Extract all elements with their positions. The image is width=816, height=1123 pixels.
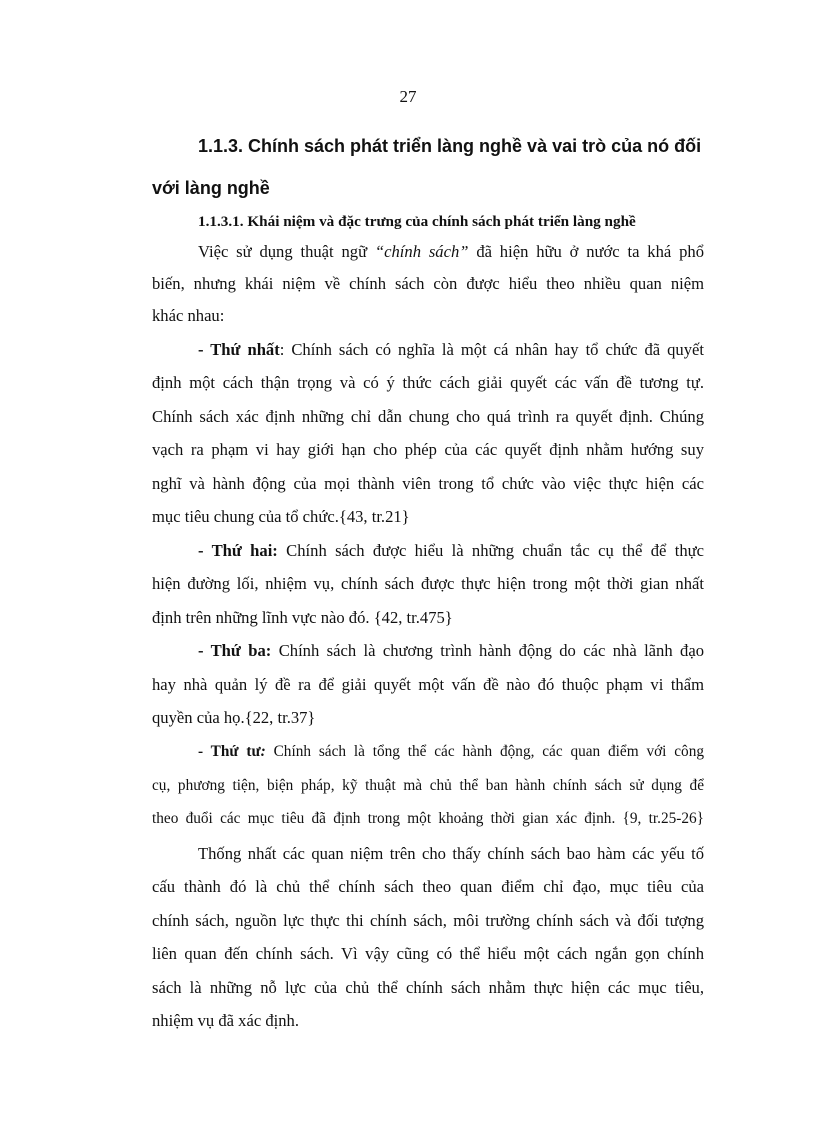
section-heading-line-1: 1.1.3. Chính sách phát triển làng nghề và vai trò của nó đối: [198, 136, 702, 156]
subsection-heading: 1.1.3.1. Khái niệm và đặc trưng của chính sách phát triển làng nghề: [198, 213, 636, 230]
page-number: 27: [399, 87, 417, 106]
section-heading-line-2: với làng nghề: [152, 178, 270, 198]
p2-line-1: - Thứ hai: Chính sách được hiểu là những chuẩn tắc cụ thể để thực: [198, 541, 704, 560]
p5-line-1: Thống nhất các quan niệm trên cho thấy chính sách bao hàm các yếu tố: [198, 844, 704, 863]
p1-line-1: - Thứ nhất: Chính sách có nghĩa là một cá nhân hay tổ chức đã quyết: [198, 340, 705, 359]
p3-line-3: quyền của họ.{22, tr.37}: [152, 708, 316, 727]
p1-line-5: nghĩ và hành động của mọi thành viên trong tổ chức vào việc thực hiện các: [152, 474, 704, 493]
term-chinh-sach: “chính sách”: [374, 242, 469, 261]
p5-line-3: chính sách, nguồn lực thực thi chính sách, môi trường chính sách và đối tượng: [152, 911, 704, 930]
p1-label: - Thứ nhất: [198, 340, 280, 359]
p1-line-4: vạch ra phạm vi hay giới hạn cho phép của các quyết định nhằm hướng suy: [152, 440, 704, 459]
p1-line-3: Chính sách xác định những chỉ dẫn chung cho quá trình ra quyết định. Chúng: [152, 407, 704, 426]
intro-line-1: Việc sử dụng thuật ngữ “chính sách” đã hiện hữu ở nước ta khá phổ: [198, 242, 704, 261]
p5-line-4: liên quan đến chính sách. Vì vậy cũng có thể hiểu một cách ngắn gọn chính: [152, 944, 704, 963]
p2-label: - Thứ hai:: [198, 541, 278, 560]
p5-line-2: cấu thành đó là chủ thể chính sách theo quan điểm chỉ đạo, mục tiêu của: [152, 877, 704, 896]
p4-line-3: theo đuổi các mục tiêu đã định trong một khoảng thời gian xác định. {9, tr.25-26}: [152, 810, 704, 827]
p4-line-2: cụ, phương tiện, biện pháp, kỹ thuật mà chủ thể ban hành chính sách sử dụng để: [152, 777, 704, 794]
p5-line-5: sách là những nỗ lực của chủ thể chính sách nhằm thực hiện các mục tiêu,: [152, 978, 704, 997]
p2-line-3: định trên những lĩnh vực nào đó. {42, tr.475}: [152, 608, 453, 627]
intro-line-2: biến, nhưng khái niệm về chính sách còn được hiểu theo nhiều quan niệm: [152, 274, 704, 293]
intro-line-3: khác nhau:: [152, 306, 225, 325]
p4-line-1: - Thứ tư: Chính sách là tổng thể các hành động, các quan điểm với công: [198, 743, 704, 760]
p3-line-1: - Thứ ba: Chính sách là chương trình hành động do các nhà lãnh đạo: [198, 641, 704, 660]
p3-label: - Thứ ba:: [198, 641, 272, 660]
p1-line-6: mục tiêu chung của tổ chức.{43, tr.21}: [152, 507, 410, 526]
p4-label: - Thứ tư: [198, 743, 261, 760]
p3-line-2: hay nhà quản lý đề ra để giải quyết một vấn đề nào đó thuộc phạm vi thẩm: [152, 675, 704, 694]
p2-line-2: hiện đường lối, nhiệm vụ, chính sách được thực hiện trong một thời gian nhất: [152, 574, 704, 593]
p1-line-2: định một cách thận trọng và có ý thức cách giải quyết các vấn đề tương tự.: [152, 373, 704, 392]
p5-line-6: nhiệm vụ đã xác định.: [152, 1011, 300, 1030]
